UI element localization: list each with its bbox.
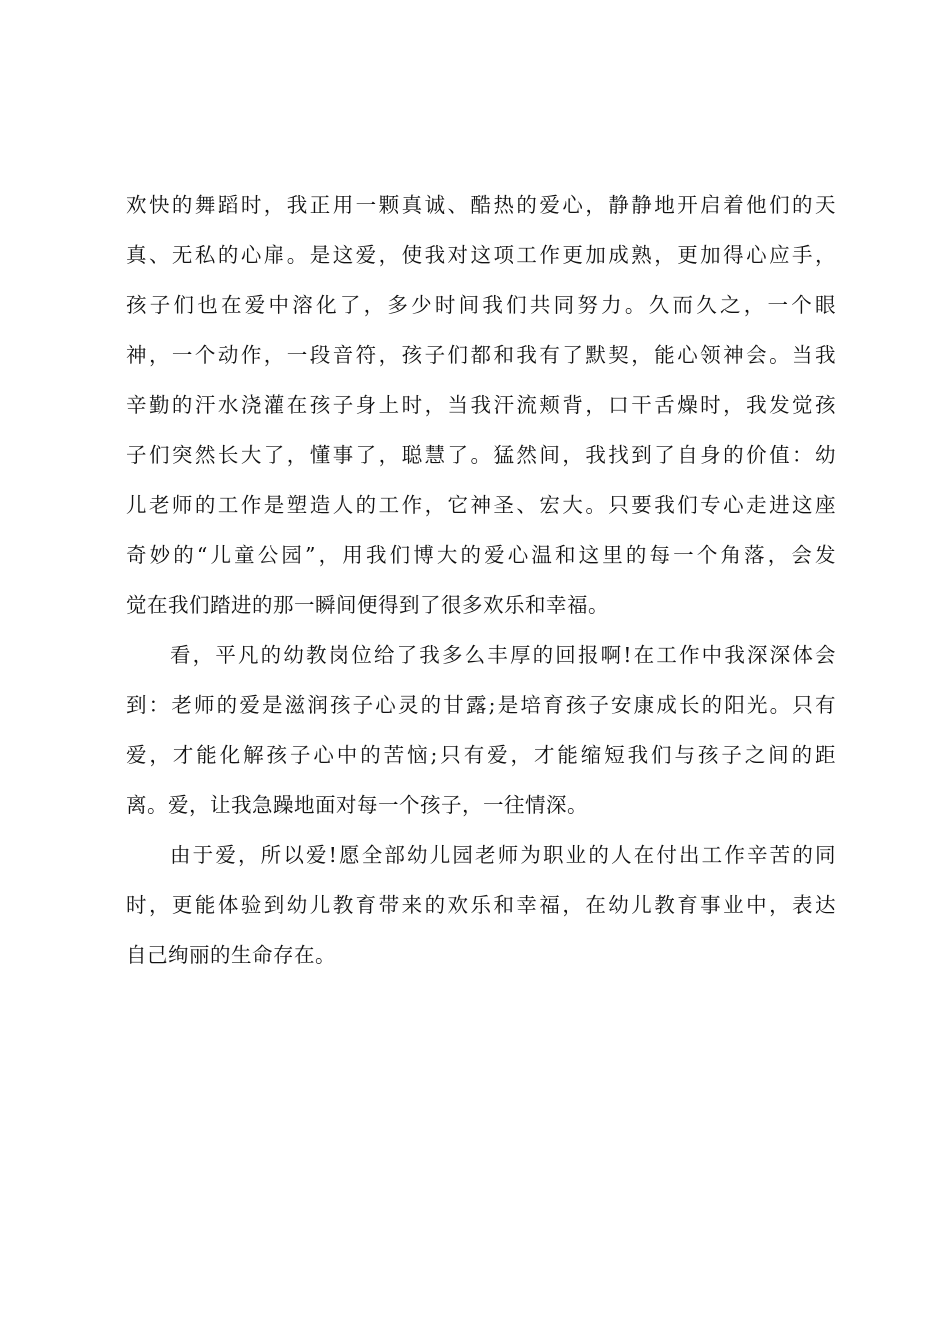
text-line: 爱，才能化解孩子心中的苦恼;只有爱，才能缩短我们与孩子之间的距 <box>126 743 836 767</box>
text-line: 到：老师的爱是滋润孩子心灵的甘露;是培育孩子安康成长的阳光。只有 <box>126 693 836 717</box>
paragraph-end-line: 自己绚丽的生命存在。 <box>126 943 336 967</box>
text-line: 子们突然长大了，懂事了，聪慧了。猛然间，我找到了自身的价值：幼 <box>126 443 836 467</box>
text-line: 儿老师的工作是塑造人的工作，它神圣、宏大。只要我们专心走进这座 <box>126 493 836 517</box>
text-line: 奇妙的“儿童公园”，用我们博大的爱心温和这里的每一个角落，会发 <box>126 543 836 567</box>
paragraph-first-line: 由于爱，所以爱!愿全部幼儿园老师为职业的人在付出工作辛苦的同 <box>170 843 836 867</box>
text-line: 时，更能体验到幼儿教育带来的欢乐和幸福，在幼儿教育事业中，表达 <box>126 893 836 917</box>
text-line: 孩子们也在爱中溶化了，多少时间我们共同努力。久而久之，一个眼 <box>126 293 836 317</box>
text-line: 神，一个动作，一段音符，孩子们都和我有了默契，能心领神会。当我 <box>126 343 836 367</box>
paragraph-end-line: 觉在我们踏进的那一瞬间便得到了很多欢乐和幸福。 <box>126 593 609 617</box>
paragraph-first-line: 看，平凡的幼教岗位给了我多么丰厚的回报啊!在工作中我深深体会 <box>170 643 836 667</box>
paragraph-end-line: 离。爱，让我急躁地面对每一个孩子，一往情深。 <box>126 793 588 817</box>
text-line: 辛勤的汗水浇灌在孩子身上时，当我汗流颊背，口干舌燥时，我发觉孩 <box>126 393 836 417</box>
text-line: 欢快的舞蹈时，我正用一颗真诚、酷热的爱心，静静地开启着他们的天 <box>126 193 836 217</box>
body-text <box>126 180 836 980</box>
text-line: 真、无私的心扉。是这爱，使我对这项工作更加成熟，更加得心应手， <box>126 243 836 267</box>
